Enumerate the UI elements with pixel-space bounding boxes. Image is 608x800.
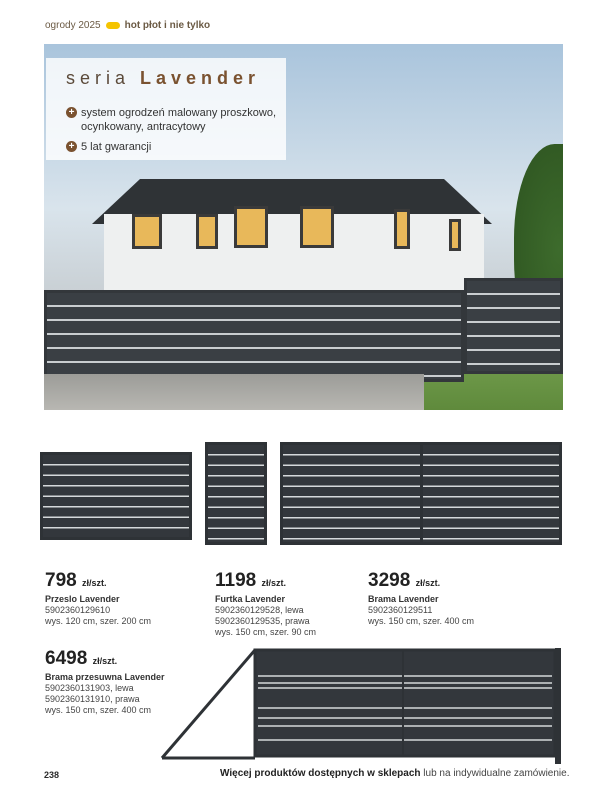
fence-image	[44, 290, 464, 382]
pill-icon	[106, 22, 120, 29]
section-label: ogrody 2025	[45, 20, 101, 31]
sliding-gate-image	[160, 646, 570, 768]
footer-note: Więcej produktów dostępnych w sklepach lub na indywidualne zamówienie.	[220, 768, 570, 779]
page-number: 238	[44, 770, 60, 780]
breadcrumb	[45, 20, 210, 31]
plus-icon: +	[66, 107, 77, 118]
hero-title: seria Lavender	[66, 68, 261, 88]
double-gate-image	[280, 442, 562, 545]
product-brama: 3298 zł/szt. Brama Lavender 5902360129511 wys. 150 cm, szer. 400 cm	[368, 570, 475, 626]
fence-panel-image	[40, 452, 192, 540]
hero-bullet: + system ogrodzeń malowany proszkowo, ocynkowany, antracytowy	[66, 106, 281, 134]
hero-photo	[44, 44, 563, 410]
wicket-image	[205, 442, 267, 545]
product-furtka: 1198 zł/szt. Furtka Lavender 5902360129528, lewa 5902360129535, prawa wys. 150 cm, szer. 90 cm	[215, 570, 317, 637]
product-brama-przesuwna: 6498 zł/szt. Brama przesuwna Lavender 5902360131903, lewa 5902360131910, prawa wys. 150 cm, szer. 400 cm	[45, 648, 165, 715]
product-przeslo: 798 zł/szt. Przeslo Lavender 5902360129610 wys. 120 cm, szer. 200 cm	[45, 570, 152, 626]
hero-bullet: + 5 lat gwarancji	[66, 140, 151, 154]
plus-icon: +	[66, 141, 77, 152]
paving-image	[44, 374, 424, 410]
gate-image	[464, 278, 563, 374]
topic-label: hot płot i nie tylko	[124, 20, 211, 31]
